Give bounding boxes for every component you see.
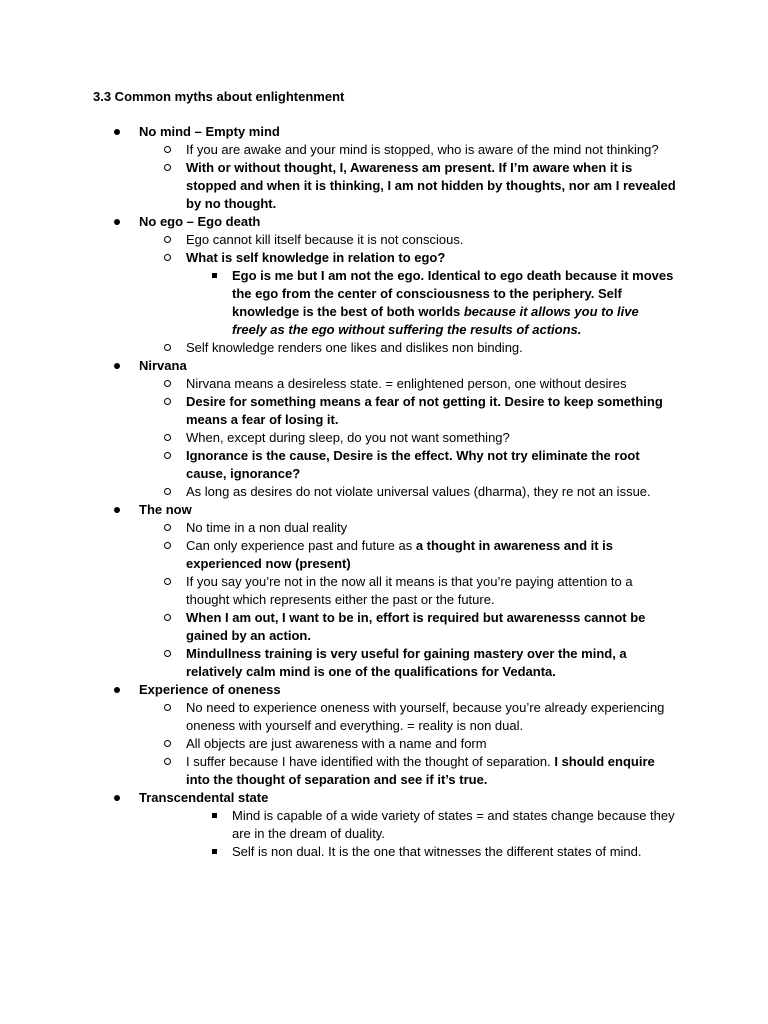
item-text: When I am out, I want to be in, effort is required but awarenesss cannot be gained by an action. bbox=[186, 610, 646, 643]
myth-heading: No ego – Ego death bbox=[139, 214, 261, 229]
item-text: Self knowledge renders one likes and dislikes non binding. bbox=[186, 340, 523, 355]
list-item bbox=[0, 789, 768, 861]
item-text: As long as desires do not violate universal values (dharma), they re not an issue. bbox=[186, 484, 651, 499]
myth-list bbox=[0, 123, 768, 861]
circle-bullet-icon bbox=[164, 380, 171, 387]
item-text: Ego cannot kill itself because it is not conscious. bbox=[186, 232, 464, 247]
list-item bbox=[139, 645, 676, 681]
circle-bullet-icon bbox=[164, 452, 171, 459]
item-text: When, except during sleep, do you not want something? bbox=[186, 430, 510, 445]
item-text-italic: because it allows you to live freely as the ego without suffering the results of actions. bbox=[232, 304, 639, 337]
square-bullet-icon bbox=[212, 273, 217, 278]
myth-heading: No mind – Empty mind bbox=[139, 124, 280, 139]
circle-bullet-icon bbox=[164, 578, 171, 585]
list-item bbox=[139, 249, 676, 339]
item-text: Ignorance is the cause, Desire is the effect. Why not try eliminate the root cause, ignorance? bbox=[186, 448, 640, 481]
circle-bullet-icon bbox=[164, 614, 171, 621]
list-item bbox=[139, 141, 676, 159]
circle-bullet-icon bbox=[164, 740, 171, 747]
circle-bullet-icon bbox=[164, 398, 171, 405]
circle-bullet-icon bbox=[164, 524, 171, 531]
list-item bbox=[0, 681, 768, 789]
list-item bbox=[139, 573, 676, 609]
myth-heading: The now bbox=[139, 502, 192, 517]
myth-heading: Experience of oneness bbox=[139, 682, 281, 697]
circle-bullet-icon bbox=[164, 344, 171, 351]
list-item bbox=[139, 429, 676, 447]
item-text: Ego is me but I am not the ego. Identical to ego death because it moves the ego from the center of consciousness to the periphery. Self knowledge is the best of both worlds bbox=[232, 268, 674, 319]
bullet-icon bbox=[114, 795, 120, 801]
circle-bullet-icon bbox=[164, 488, 171, 495]
list-item bbox=[139, 699, 676, 735]
list-item bbox=[0, 357, 768, 501]
item-text: What is self knowledge in relation to ego? bbox=[186, 250, 446, 265]
circle-bullet-icon bbox=[164, 542, 171, 549]
circle-bullet-icon bbox=[164, 704, 171, 711]
circle-bullet-icon bbox=[164, 758, 171, 765]
square-bullet-icon bbox=[212, 849, 217, 854]
list-item bbox=[0, 807, 676, 843]
list-item bbox=[0, 843, 676, 861]
list-item bbox=[139, 231, 676, 249]
circle-bullet-icon bbox=[164, 164, 171, 171]
bullet-icon bbox=[114, 129, 120, 135]
item-text: Self is non dual. It is the one that witnesses the different states of mind. bbox=[232, 844, 642, 859]
item-text: No need to experience oneness with yourself, because you’re already experiencing oneness with yourself and everything. = reality is non dual. bbox=[186, 700, 665, 733]
item-text: Can only experience past and future as bbox=[186, 538, 416, 553]
list-item bbox=[0, 213, 768, 357]
list-item bbox=[139, 267, 676, 339]
list-item bbox=[139, 159, 676, 213]
myth-heading: Nirvana bbox=[139, 358, 187, 373]
list-item bbox=[139, 447, 676, 483]
circle-bullet-icon bbox=[164, 254, 171, 261]
item-text: All objects are just awareness with a name and form bbox=[186, 736, 487, 751]
item-text: Nirvana means a desireless state. = enlightened person, one without desires bbox=[186, 376, 627, 391]
list-item bbox=[139, 753, 676, 789]
list-item bbox=[139, 483, 676, 501]
bullet-icon bbox=[114, 363, 120, 369]
list-item bbox=[139, 519, 676, 537]
item-text-bold: a thought in awareness and it is experienced now (present) bbox=[186, 538, 614, 571]
section-title: 3.3 Common myths about enlightenment bbox=[93, 89, 345, 104]
circle-bullet-icon bbox=[164, 236, 171, 243]
list-item bbox=[139, 735, 676, 753]
item-text: Desire for something means a fear of not getting it. Desire to keep something means a fear of losing it. bbox=[186, 394, 663, 427]
item-text: I suffer because I have identified with the thought of separation. bbox=[186, 754, 555, 769]
square-bullet-icon bbox=[212, 813, 217, 818]
item-text: No time in a non dual reality bbox=[186, 520, 348, 535]
circle-bullet-icon bbox=[164, 650, 171, 657]
item-text: With or without thought, I, Awareness am present. If I’m aware when it is stopped and when it is thinking, I am not hidden by thoughts, nor am I revealed by no thought. bbox=[186, 160, 676, 211]
list-item bbox=[139, 375, 676, 393]
item-text: Mindullness training is very useful for gaining mastery over the mind, a relatively calm mind is one of the qualifications for Vedanta. bbox=[186, 646, 627, 679]
list-item bbox=[0, 501, 768, 681]
bullet-icon bbox=[114, 219, 120, 225]
circle-bullet-icon bbox=[164, 434, 171, 441]
list-item bbox=[0, 123, 768, 213]
bullet-icon bbox=[114, 507, 120, 513]
item-text: If you are awake and your mind is stopped, who is aware of the mind not thinking? bbox=[186, 142, 659, 157]
list-item bbox=[139, 609, 676, 645]
item-text-bold: I should enquire into the thought of separation and see if it’s true. bbox=[186, 754, 655, 787]
myth-heading: Transcendental state bbox=[139, 790, 269, 805]
item-text: If you say you’re not in the now all it means is that you’re paying attention to a thought which represents either the past or the future. bbox=[186, 574, 633, 607]
list-item bbox=[139, 393, 676, 429]
item-text: Mind is capable of a wide variety of states = and states change because they are in the dream of duality. bbox=[232, 808, 675, 841]
list-item bbox=[139, 537, 676, 573]
list-item bbox=[139, 339, 676, 357]
circle-bullet-icon bbox=[164, 146, 171, 153]
bullet-icon bbox=[114, 687, 120, 693]
